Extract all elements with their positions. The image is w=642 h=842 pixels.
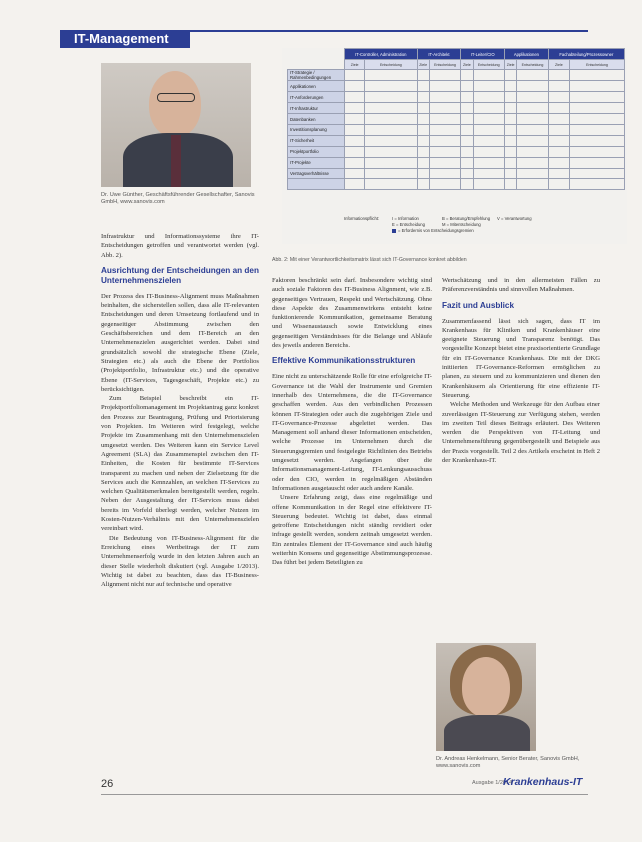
matrix-cell [473,92,505,103]
paragraph: Der Prozess des IT-Business-Alignment muss Maßnahmen beinhalten, die sicherstellen sollen, dass alle IT-relevanten Entscheidungen und deren Umsetzung fortlaufend und in gegenseitiger Abstimmung zwischen den Geschäftsbereichen und dem IT-Bereich an den Unternehmenszielen ausgerichtet werden. Dabei sind grundsätzlich sowohl die strategische Ebene (Ziele, Strategien etc.) als auch die Ebene der Portfolios (Projektportfolio, Infrastruktur etc.) und die operative Ebene (IT-Services, Tagesgeschäft, Projekte etc.) zu berücksichtigen. [101,292,259,393]
matrix-cell [473,179,505,190]
matrix-cell [417,92,429,103]
matrix-cell [417,168,429,179]
matrix-cell [365,157,417,168]
matrix-cell [517,157,549,168]
matrix-cell [345,103,365,114]
legend-item: V = Verantwortung [497,216,532,221]
matrix-row [288,81,625,92]
matrix-cell [461,70,473,81]
matrix-cell [461,81,473,92]
matrix-cell [517,92,549,103]
legend-item: M = Mitentscheidung [442,222,481,227]
matrix-cell [548,124,569,135]
matrix-cell [473,70,505,81]
matrix-cell [429,81,461,92]
matrix-cell [569,103,624,114]
matrix-subheader: Entscheidung [517,60,549,70]
matrix-cell [473,157,505,168]
matrix-column-header: IT-Architekt [417,49,461,60]
matrix-cell [345,146,365,157]
matrix-cell [461,114,473,125]
matrix-cell [461,157,473,168]
matrix-row [288,157,625,168]
matrix-cell [548,70,569,81]
matrix-row [288,168,625,179]
matrix-row-label: Vertragsverhältnisse [288,168,345,179]
matrix-row-label: Projektportfolio [288,146,345,157]
matrix-cell [569,81,624,92]
matrix-cell [345,168,365,179]
paragraph: Die Bedeutung von IT-Business-Alignment für die Erreichung eines Wertbeitrags der IT zum Unternehmenserfolg wurde in den letzten Jahren auch an dieser Stelle wiederholt diskutiert (vgl. Ausgabe 1/2013). Wichtig ist dabei zu beachten, dass das IT-Business-Alignment nicht nur auf technische und operative [101,534,259,589]
matrix-cell [517,146,549,157]
matrix-subheader: Entscheidung [365,60,417,70]
matrix-cell [505,103,517,114]
matrix-cell [365,179,417,190]
matrix-cell [461,92,473,103]
paragraph: Faktoren beschränkt sein darf. Insbesondere wichtig sind auch soziale Faktoren des IT-Business Alignment, wie z.B. gegenseitiges Vertrauen, Respekt und Wertschätzung. Ohne diese Aspekte des Zusammenwirkens entsteht keine funktionierende Kommunikation, gemeinsame Beratung und Wissenaustausch sowie Entwicklung eines gegenseitigen Verständnisses für die Belange und Abläufe des jeweils anderen Bereichs. [272,277,432,350]
matrix-column-header: IT-Leiter/CIO [461,49,505,60]
matrix-cell [473,81,505,92]
photo1-caption: Dr. Uwe Günther, Geschäftsführender Gesellschafter, Sanovis GmbH, www.sanovis.com [101,192,255,205]
matrix-subheader: Ziele [417,60,429,70]
matrix-cell [473,168,505,179]
issue-label: Ausgabe 1/2014 [472,780,513,786]
author-photo-1 [101,63,251,187]
photo2-caption: Dr. Andreas Henkelmann, Senior Berater, Sanovis GmbH, www.sanovis.com [436,756,580,769]
section-heading: Fazit und Ausblick [442,300,515,310]
matrix-row-label: Investitionsplanung [288,124,345,135]
matrix-row [288,70,625,81]
matrix-cell [365,70,417,81]
header-rule [190,30,588,32]
paragraph: Eine nicht zu unterschätzende Rolle für eine erfolgreiche IT-Governance ist die Wahl der Instrumente und Gremien innerhalb des Unternehmens, die die IT-Governance geschaffen werden. Aus den verbindlichen Prozessen können IT-Strategien oder auch die zugehörigen Ziele und IT-Governance-Prozesse abgeleitet werden. Das Management soll anhand dieser Informationen entscheiden, welche Prozesse im Unternehmen durch die Steuerungsgremien und festgelegte Richtlinien des Betriebs umgesetzt werden. Angefangen über die Informationsmanagement-Leitung, IT-Lenkungsausschuss oder den CIO, werden in regelmäßigen Abständen Informationen ausgetauscht oder auch andere Kanäle. [272,373,432,492]
matrix-cell [417,70,429,81]
matrix-cell [461,168,473,179]
paragraph: Welche Methoden und Werkzeuge für den Aufbau einer zuverlässigen IT-Steuerung zur Verfügung stehen, werden im zweiten Teil dieses Beitrags erläutert. Des Weiteren werden die Perspektiven von IT-Leitung und Unternehmensführung gegenübergestellt und Beispiele aus der Praxis vorgestellt. Teil 2 des Artikels erscheint in Heft 2 der Krankenhaus-IT. [442,401,600,465]
matrix-cell [473,146,505,157]
matrix-row-label: IT-Projekte [288,157,345,168]
matrix-cell [417,146,429,157]
legend-item: B = Beratung/Empfehlung [442,216,491,221]
matrix-row [288,146,625,157]
matrix-cell [569,157,624,168]
matrix-subheader: Ziele [505,60,517,70]
matrix-cell [429,124,461,135]
matrix-cell [548,157,569,168]
matrix-cell [569,179,624,190]
governance-matrix-figure [282,48,627,244]
matrix-cell [517,168,549,179]
matrix-cell [345,179,365,190]
matrix-cell [429,114,461,125]
matrix-cell [417,114,429,125]
paragraph: Zum Beispiel beschreibt ein IT-Projektportfoliomanagement im Projektantrag ganz konkret den Prozess zur Beantragung, Prüfung und Priorisierung von Projekten. Im Weiteren wird festgelegt, welche Projekte im Zusammenhang mit den Unternehmenszielen umgesetzt werden. Des Weiteren kann ein Service Level Agreement (SLA) das Zusammenspiel zwischen den IT-Einheiten, die Kosten für bestimmte IT-Services transparent zu machen und neben der Zielsetzung für die Services auch die Kennzahlen, an welchen IT-Services zu welchen Qualitätsmerkmalen bereitgestellt werden, regeln. Neben der Ausgestaltung der IT-Services muss dabei bereits im Vorfeld überlegt werden, welcher Nutzen im Kosten-Nutzen-Verhältnis mit den Unternehmenszielen vereinbart wird. [101,395,259,533]
matrix-cell [569,92,624,103]
matrix-row [288,135,625,146]
matrix-cell [417,135,429,146]
matrix-cell [548,146,569,157]
matrix-row-label: Applikationen [288,81,345,92]
matrix-cell [365,92,417,103]
matrix-cell [548,103,569,114]
matrix-cell [473,103,505,114]
matrix-cell [505,168,517,179]
matrix-cell [365,103,417,114]
matrix-cell [505,124,517,135]
matrix-cell [345,70,365,81]
matrix-cell [569,114,624,125]
matrix-cell [505,114,517,125]
matrix-cell [345,92,365,103]
paragraph: Wertschätzung und in den allermeisten Fällen zu Präferenzverständnis und sinnvollen Maßnahmen. [442,277,600,294]
matrix-cell [365,124,417,135]
paragraph: Unsere Erfahrung zeigt, dass eine regelmäßige und offene Kommunikation in der Regel eine effektivere IT-Steuerung bedeutet. Wichtig ist dabei, dass einmal getroffene Entscheidungen nicht ständig revidiert oder infrage gestellt werden, sondern zeitnah umgesetzt werden. Ein zentrales Element der IT-Governance sind auch häufig weiterhin Konsens und gegenseitige Abstimmungsprozesse. Das führt bei jedem Beteiligten zu [272,494,432,567]
matrix-corner [288,60,345,70]
matrix-cell [505,179,517,190]
matrix-cell [429,70,461,81]
matrix-cell [517,103,549,114]
matrix-cell [365,114,417,125]
matrix-row-label: IT-Strategie / Rahmenbedingungen [288,70,345,81]
matrix-cell [505,146,517,157]
matrix-cell [473,124,505,135]
matrix-subheader: Ziele [548,60,569,70]
matrix-cell [548,114,569,125]
matrix-cell [345,135,365,146]
legend-swatch [392,229,396,233]
matrix-cell [429,92,461,103]
matrix-cell [417,157,429,168]
matrix-cell [548,92,569,103]
page-number: 26 [101,778,114,790]
matrix-cell [365,135,417,146]
matrix-cell [473,114,505,125]
text-column-1 [101,232,259,589]
matrix-cell [517,124,549,135]
matrix-cell [505,92,517,103]
matrix-column-header: Applikationen [505,49,549,60]
matrix-column-header: IT-Controller, Administration [345,49,418,60]
matrix-row [288,179,625,190]
matrix-cell [548,179,569,190]
legend-item: E = Entscheidung [392,222,425,227]
matrix-row-label: IT-Sicherheit [288,135,345,146]
matrix-cell [461,103,473,114]
matrix-cell [429,157,461,168]
matrix-cell [417,103,429,114]
matrix-cell [461,135,473,146]
matrix-subheader: Ziele [345,60,365,70]
author-photo-2 [436,643,536,751]
paragraph: Infrastruktur und Informationssysteme ihre IT-Entscheidungen getroffen und verantwortet werden (vgl. Abb. 2). [101,233,259,259]
matrix-subheader: Entscheidung [473,60,505,70]
matrix-cell [517,179,549,190]
matrix-cell [569,70,624,81]
matrix-cell [365,146,417,157]
matrix-cell [473,135,505,146]
matrix-row-label: Datenbanken [288,114,345,125]
magazine-logo: Krankenhaus-IT [503,776,583,788]
matrix-cell [461,146,473,157]
matrix-cell [517,81,549,92]
matrix-cell [429,146,461,157]
text-column-3 [442,276,600,465]
matrix-cell [345,157,365,168]
tie-icon [171,135,181,187]
legend-note: = Erfordernis von Entscheidungsgremien [398,228,474,233]
matrix-corner [288,49,345,60]
matrix-cell [569,124,624,135]
matrix-row [288,114,625,125]
matrix-cell [429,103,461,114]
matrix-cell [417,81,429,92]
matrix-cell [417,124,429,135]
matrix-row [288,124,625,135]
glasses-icon [157,93,195,102]
legend-item: I = Information [392,216,419,221]
matrix-cell [461,179,473,190]
matrix-cell [517,114,549,125]
matrix-cell [548,81,569,92]
matrix-row-label: IT-Infrastruktur [288,103,345,114]
matrix-subheader: Entscheidung [429,60,461,70]
matrix-row-label: IT-Anforderungen [288,92,345,103]
matrix-cell [505,81,517,92]
governance-matrix [287,48,625,190]
matrix-cell [569,146,624,157]
matrix-cell [429,135,461,146]
matrix-cell [569,168,624,179]
matrix-cell [548,168,569,179]
matrix-cell [517,135,549,146]
matrix-cell [429,168,461,179]
matrix-cell [345,114,365,125]
matrix-cell [365,81,417,92]
matrix-cell [569,135,624,146]
author-face-1 [149,71,201,137]
author-suit-2 [444,715,530,751]
author-face-2 [462,657,510,717]
section-heading: Effektive Kommunikationsstrukturen [272,356,416,366]
footer-rule [101,794,588,795]
paragraph: Zusammenfassend lässt sich sagen, dass IT im Krankenhaus für Kliniken und Krankenhäuser eine geeignete Steuerung und Transparenz benötigt. Das vorgestellte Konzept bietet eine praxisorientierte Grundlage für ein IT-Governance Krankenhaus. Die mit der DKG initiierten IT-Governance-Reformen ermöglichen zu planen, zu steuern und zu kommunizieren und dienen den Krankenhäusern als Orientierung für eine effiziente IT-Steuerung. [442,317,600,399]
matrix-cell [548,135,569,146]
matrix-cell [345,81,365,92]
matrix-row-label [288,179,345,190]
matrix-cell [505,157,517,168]
matrix-subheader: Entscheidung [569,60,624,70]
text-column-2 [272,276,432,568]
matrix-cell [365,168,417,179]
matrix-row [288,103,625,114]
matrix-cell [505,70,517,81]
section-heading: Ausrichtung der Entscheidungen an den Unternehmenszielen [101,265,259,285]
figure-caption: Abb. 2: Mit einer Verantwortlichkeitsmatrix lässt sich IT-Governance konkret abbilden [272,257,467,263]
section-header: IT-Management [60,30,190,48]
legend-title: Informationspflicht: [344,216,380,221]
matrix-cell [517,70,549,81]
matrix-cell [417,179,429,190]
matrix-cell [345,124,365,135]
matrix-subheader: Ziele [461,60,473,70]
matrix-column-header: Fachabteilung/Prozessowner [548,49,624,60]
matrix-cell [505,135,517,146]
matrix-cell [429,179,461,190]
matrix-cell [461,124,473,135]
matrix-row [288,92,625,103]
